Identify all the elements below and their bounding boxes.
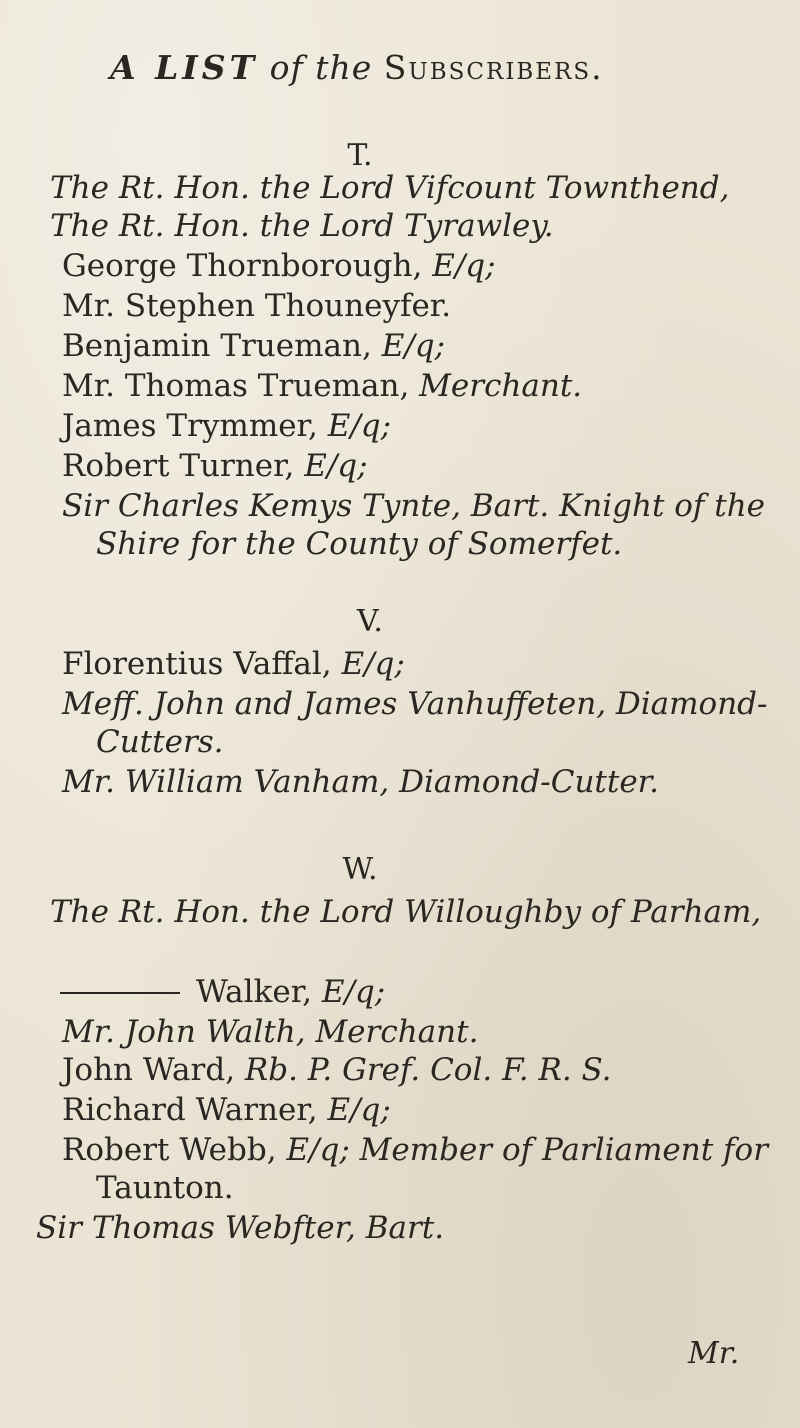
section-letter-w: W. xyxy=(342,852,378,887)
header-subscribers: Subscribers. xyxy=(383,48,604,87)
dash-rule xyxy=(60,992,180,994)
entry-line: Benjamin Trueman, E/q; xyxy=(62,328,446,364)
entry-line: Richard Warner, E/q; xyxy=(62,1092,391,1128)
entry-line: Walker, E/q; xyxy=(196,974,386,1010)
entry-line-continuation: Taunton. xyxy=(96,1170,234,1206)
entry-line-continuation: Cutters. xyxy=(96,724,224,760)
entry-line: Mr. Stephen Thouneyfer. xyxy=(62,288,452,324)
header-list-title: A LIST xyxy=(110,48,259,87)
entry-line: Mr. William Vanham, Diamond-Cutter. xyxy=(62,764,659,800)
entry-line: The Rt. Hon. the Lord Vifcount Townthend, xyxy=(50,170,730,206)
entry-line: John Ward, Rb. P. Gref. Col. F. R. S. xyxy=(62,1052,612,1088)
entry-line-continuation: Shire for the County of Somerfet. xyxy=(96,526,623,562)
catchword: Mr. xyxy=(688,1336,740,1371)
page-header xyxy=(110,48,710,87)
entry-line: Sir Thomas Webfter, Bart. xyxy=(36,1210,445,1246)
entry-line: Mr. Thomas Trueman, Merchant. xyxy=(62,368,583,404)
entry-line: The Rt. Hon. the Lord Tyrawley. xyxy=(50,208,554,244)
entry-line: Robert Turner, E/q; xyxy=(62,448,368,484)
entry-line: Meff. John and James Vanhuffeten, Diamond- xyxy=(62,686,768,722)
entry-line: The Rt. Hon. the Lord Willoughby of Parham, xyxy=(50,894,762,930)
entry-line: Robert Webb, E/q; Member of Parliament for xyxy=(62,1132,769,1168)
entry-line: James Trymmer, E/q; xyxy=(62,408,392,444)
entry-line: Sir Charles Kemys Tynte, Bart. Knight of the xyxy=(62,488,766,524)
section-letter-t: T. xyxy=(347,138,373,173)
entry-line: Mr. John Walth, Merchant. xyxy=(62,1014,479,1050)
section-letter-v: V. xyxy=(357,604,383,639)
entry-line: Florentius Vaffal, E/q; xyxy=(62,646,405,682)
entry-line: George Thornborough, E/q; xyxy=(62,248,496,284)
header-of-the: of the xyxy=(269,48,373,87)
